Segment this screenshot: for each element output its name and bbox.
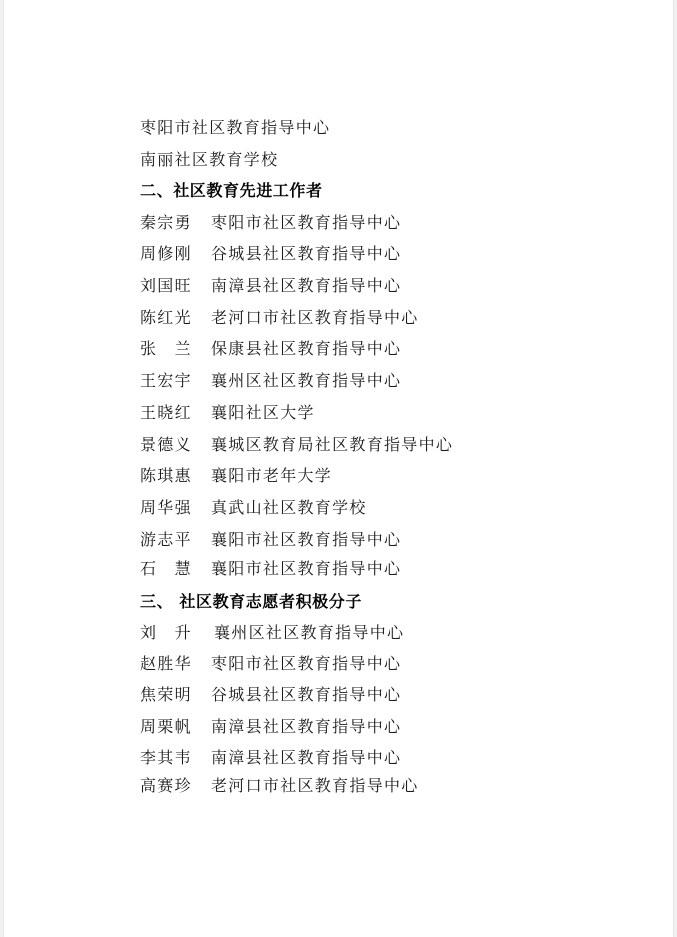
person-name: 赵胜华 (140, 654, 192, 673)
person-name: 石 慧 (140, 559, 192, 578)
unit-name: 谷城县社区教育指导中心 (211, 244, 402, 263)
section-heading: 三、 社区教育志愿者积极分子 (140, 592, 362, 611)
list-item (140, 435, 453, 455)
unit-name: 襄城区教育局社区教育指导中心 (211, 435, 454, 454)
person-name: 陈琪惠 (140, 466, 192, 485)
list-item (140, 244, 401, 264)
person-name: 王晓红 (140, 403, 192, 422)
person-name: 周华强 (140, 498, 192, 517)
unit-name: 襄阳社区大学 (211, 403, 315, 422)
unit-line: 枣阳市社区教育指导中心 (140, 118, 331, 137)
unit-name: 南漳县社区教育指导中心 (211, 717, 402, 736)
person-name: 焦荣明 (140, 685, 192, 704)
unit-name: 襄州区社区教育指导中心 (214, 623, 405, 642)
unit-name: 老河口市社区教育指导中心 (211, 308, 419, 327)
list-item (140, 308, 419, 328)
list-item (140, 466, 332, 486)
unit-name: 襄阳市社区教育指导中心 (211, 530, 402, 549)
unit-name: 襄阳市社区教育指导中心 (211, 559, 402, 578)
person-name: 秦宗勇 (140, 213, 192, 232)
unit-name: 襄阳市老年大学 (211, 466, 333, 485)
person-name: 刘国旺 (140, 276, 192, 295)
person-name: 张 兰 (140, 339, 192, 358)
list-item (140, 654, 401, 674)
list-item (140, 339, 401, 359)
unit-name: 枣阳市社区教育指导中心 (211, 654, 402, 673)
unit-line: 南丽社区教育学校 (140, 150, 279, 169)
list-item (140, 623, 404, 643)
unit-name: 谷城县社区教育指导中心 (211, 685, 402, 704)
person-name: 王宏宇 (140, 371, 192, 390)
list-item (140, 213, 401, 233)
person-name: 周修刚 (140, 244, 192, 263)
list-item (140, 403, 315, 423)
person-name: 周栗帆 (140, 717, 192, 736)
person-name: 游志平 (140, 530, 192, 549)
unit-name: 襄州区社区教育指导中心 (211, 371, 402, 390)
person-name: 李其韦 (140, 748, 192, 767)
list-item (140, 276, 401, 296)
list-item (140, 498, 367, 518)
list-item (140, 717, 401, 737)
section-heading: 二、社区教育先进工作者 (140, 181, 323, 200)
person-name: 刘 升 (140, 623, 192, 642)
list-item (140, 371, 401, 391)
list-item (140, 685, 401, 705)
person-name: 陈红光 (140, 308, 192, 327)
person-name: 景德义 (140, 435, 192, 454)
unit-name: 老河口市社区教育指导中心 (211, 776, 419, 795)
list-item (140, 748, 401, 768)
person-name: 高赛珍 (140, 776, 192, 795)
unit-name: 枣阳市社区教育指导中心 (211, 213, 402, 232)
list-item (140, 559, 401, 579)
unit-name: 真武山社区教育学校 (211, 498, 367, 517)
document-page (4, 0, 673, 937)
unit-name: 保康县社区教育指导中心 (211, 339, 402, 358)
unit-name: 南漳县社区教育指导中心 (211, 276, 402, 295)
unit-name: 南漳县社区教育指导中心 (211, 748, 402, 767)
list-item (140, 530, 401, 550)
list-item (140, 776, 419, 796)
